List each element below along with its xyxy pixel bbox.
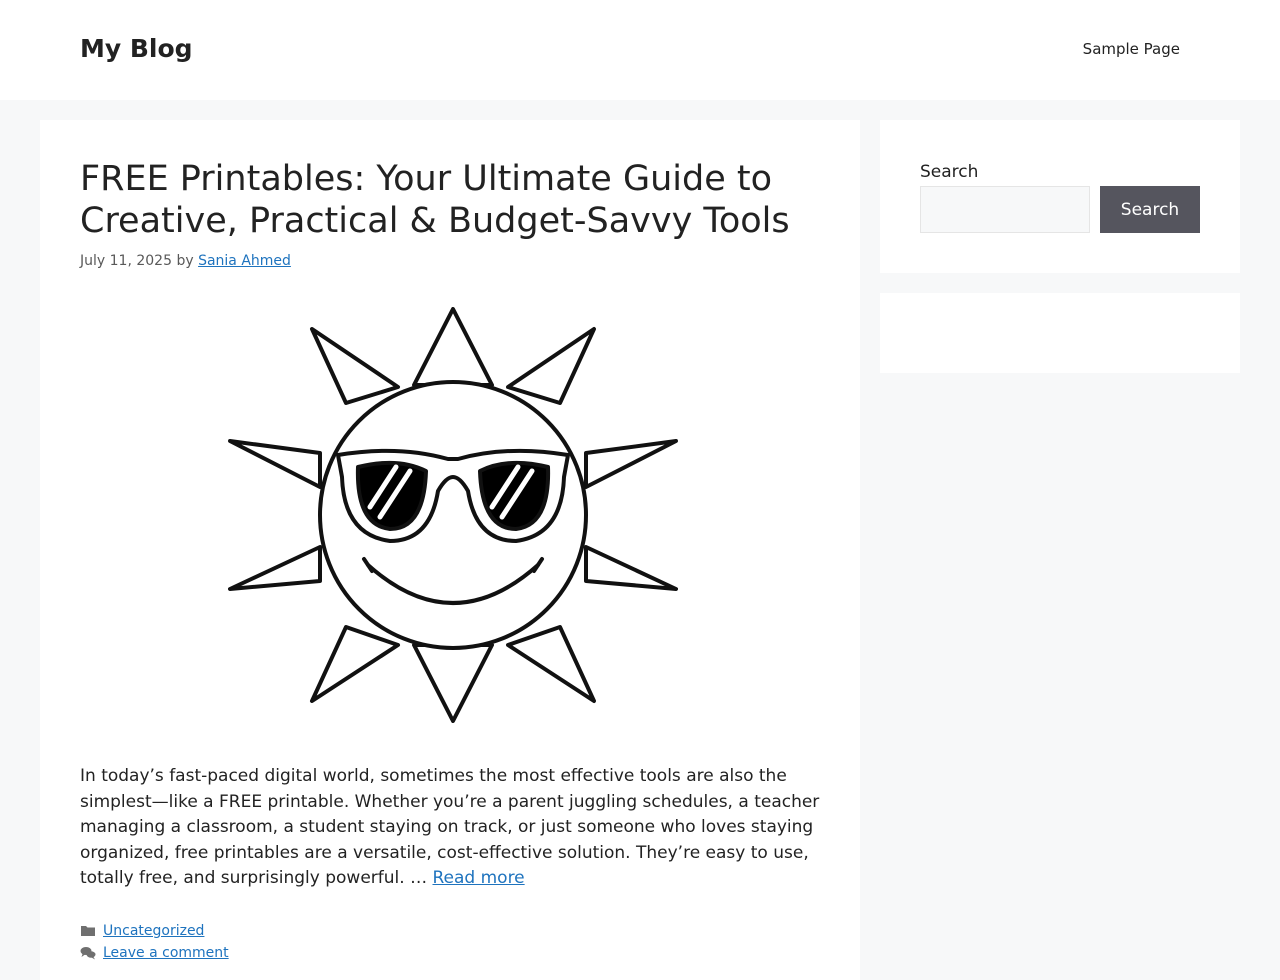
sun-ray-right <box>586 441 676 487</box>
post-title[interactable]: FREE Printables: Your Ultimate Guide to Creative, Practical & Budget-Savvy Tools <box>80 159 790 241</box>
sun-ray-right-low <box>586 547 676 589</box>
site-header <box>0 0 1280 100</box>
search-button[interactable]: Search <box>1100 186 1200 233</box>
comments-row <box>80 942 229 964</box>
comment-link[interactable]: Leave a comment <box>103 945 229 961</box>
post-by: by <box>176 253 194 269</box>
sun-ray-top <box>414 309 492 385</box>
sun-ray-bottom <box>414 645 492 721</box>
comments-icon <box>80 945 96 961</box>
featured-image[interactable] <box>228 307 678 723</box>
sun-ray-top-left <box>312 329 398 403</box>
search-label: Search <box>920 162 979 182</box>
nav-item-sample-page[interactable]: Sample Page <box>1082 40 1180 58</box>
folder-icon <box>80 923 96 939</box>
category-row <box>80 920 229 942</box>
main-content <box>40 120 860 980</box>
sun-ray-top-right <box>508 329 594 403</box>
post-excerpt <box>80 764 825 892</box>
sun-ray-left <box>230 441 320 487</box>
sun-ray-bottom-right <box>508 627 594 701</box>
post-author-link[interactable]: Sania Ahmed <box>198 253 291 269</box>
site-title[interactable]: My Blog <box>80 34 193 63</box>
sun-ray-bottom-left <box>312 627 398 701</box>
category-link[interactable]: Uncategorized <box>103 923 205 939</box>
search-widget <box>880 120 1240 273</box>
excerpt-text: In today’s fast-paced digital world, sometimes the most effective tools are also the simplest—like a FREE printable. Whether you’re a parent juggling schedules, a teacher managing a classroom, a student staying on track, or just someone who loves staying organized, free printables are a versatile, cost-effective solution. They’re easy to use, totally free, and surprisingly powerful. … <box>80 766 820 889</box>
post-date: July 11, 2025 <box>80 253 172 269</box>
search-input[interactable] <box>920 186 1090 233</box>
empty-widget <box>880 293 1240 373</box>
post-meta <box>80 251 291 271</box>
read-more-link[interactable]: Read more <box>432 868 525 889</box>
sun-ray-left-low <box>230 547 320 589</box>
post-footer-meta <box>80 920 229 964</box>
